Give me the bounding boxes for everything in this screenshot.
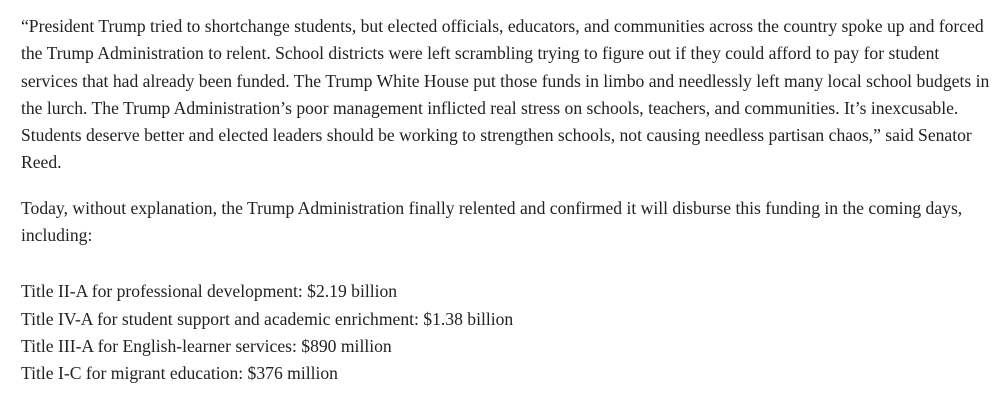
funding-item-title-iv-a: Title IV-A for student support and academic enrichment: $1.38 billion bbox=[21, 308, 514, 329]
senator-quote-paragraph: “President Trump tried to shortchange students, but elected officials, educators, and communities across the country spoke up and forced the Trump Administration to relent. School districts were left scrambling trying to figure out if they could afford to pay for student services that had already been funded. The Trump White House put those funds in limbo and needlessly left many local school budgets in the lurch. The Trump Administration’s poor management inflicted real stress on schools, teachers, and communities. It’s inexcusable. Students deserve better and elected leaders should be working to strengthen schools, not causing needless partisan chaos,” said Senator Reed. bbox=[21, 16, 990, 173]
funding-intro-paragraph: Today, without explanation, the Trump Administration finally relented and confirmed it will disburse this funding in the coming days, including: bbox=[21, 197, 963, 246]
funding-item-title-ii-a: Title II-A for professional development: $2.19 billion bbox=[21, 281, 398, 302]
funding-list bbox=[21, 278, 990, 387]
funding-item-title-iii-a: Title III-A for English-learner services: $890 million bbox=[21, 335, 392, 356]
funding-item-title-i-c: Title I-C for migrant education: $376 million bbox=[21, 363, 338, 384]
